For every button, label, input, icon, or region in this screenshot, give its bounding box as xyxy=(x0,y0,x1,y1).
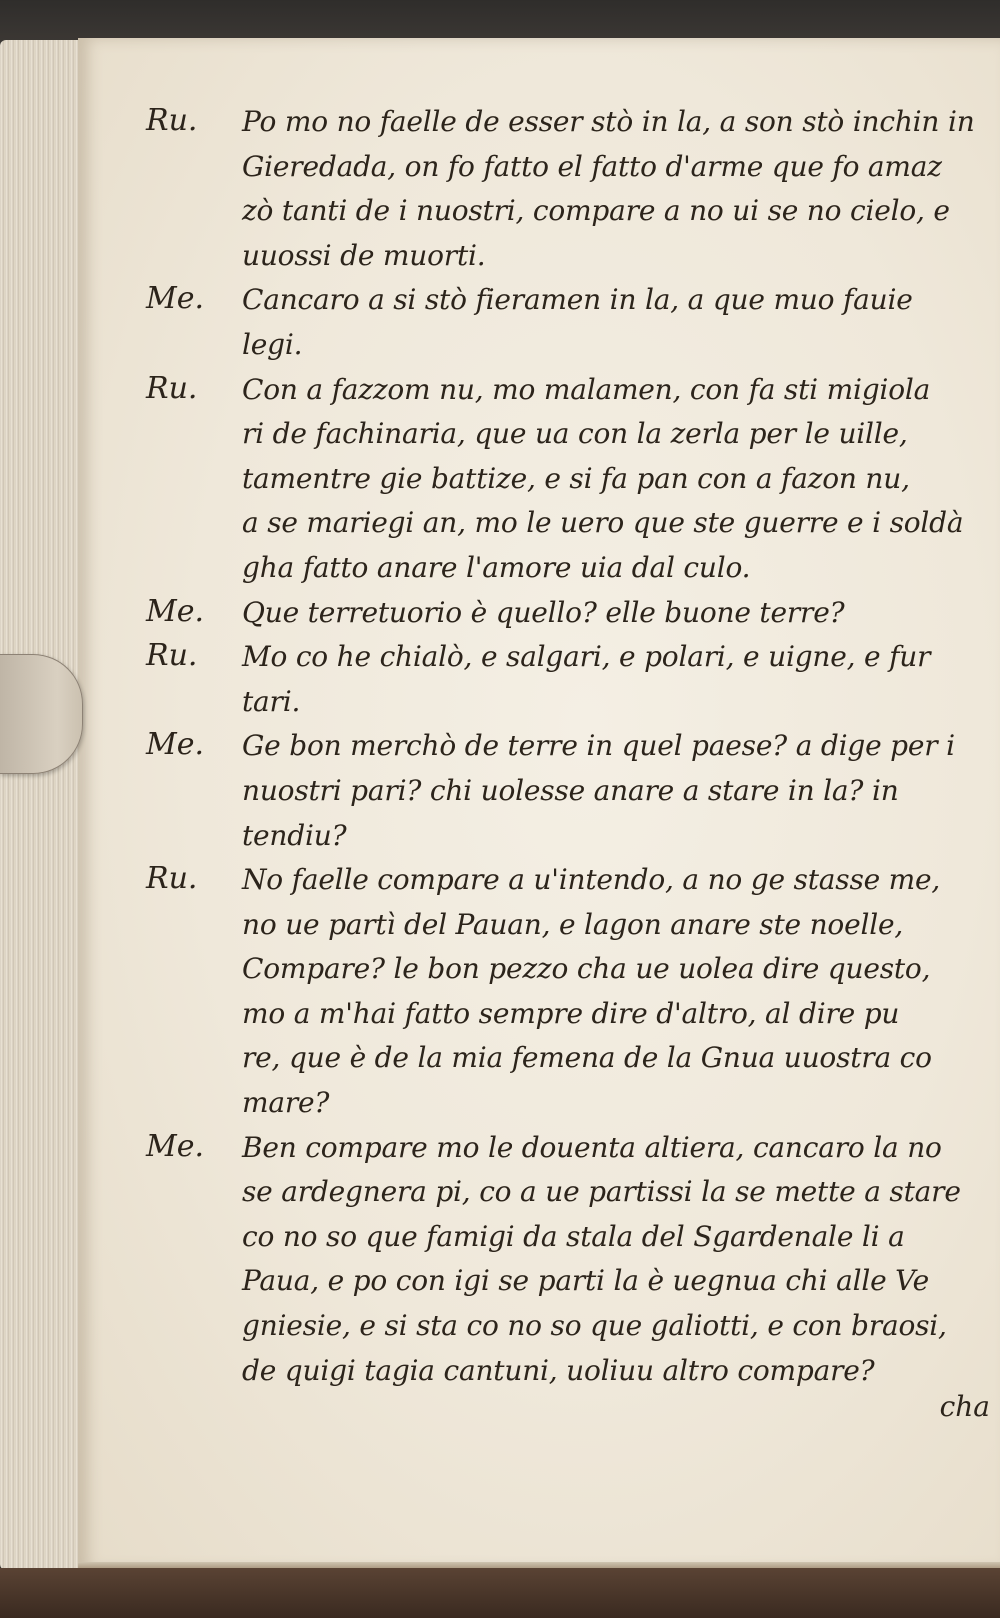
speech-text xyxy=(242,278,996,367)
dialogue-entry xyxy=(146,1126,996,1394)
speech-text xyxy=(242,368,996,591)
speaker-label: Ru. xyxy=(146,861,198,897)
text-line: Ben compare mo le douenta altiera, cancaro la no xyxy=(242,1130,942,1164)
speech-text xyxy=(242,591,996,636)
speaker-label: Ru. xyxy=(146,370,198,406)
speaker-label: Ru. xyxy=(146,638,198,674)
text-line: tendiu? xyxy=(242,818,347,852)
scanner-bottom-border xyxy=(0,1568,1000,1618)
text-line: legi. xyxy=(242,327,303,361)
speaker-label: Ru. xyxy=(146,103,198,138)
text-line: co no so que famigi da stala del Sgardenale li a xyxy=(242,1219,905,1253)
text-line: Gieredada, on fo fatto el fatto d'arme que fo amaz xyxy=(242,149,942,183)
speaker-label: Me. xyxy=(146,1128,205,1164)
dialogue-entry xyxy=(146,635,996,724)
text-line: mare? xyxy=(242,1086,330,1120)
text-line: Cancaro a si stò fieramen in la, a que muo fauie xyxy=(242,283,913,317)
dialogue-entry xyxy=(146,368,996,591)
catchword: cha xyxy=(939,1390,990,1423)
dialogue-entry xyxy=(146,278,996,367)
text-line: a se mariegi an, mo le uero que ste guerre e i soldà xyxy=(242,506,964,540)
text-line: Que terretuorio è quello? elle buone terre? xyxy=(242,595,845,629)
text-line: Con a fazzom nu, mo malamen, con fa sti migiola xyxy=(242,372,931,406)
speaker-label: Me. xyxy=(146,593,205,629)
text-line: de quigi tagia cantuni, uoliuu altro compare? xyxy=(242,1353,875,1387)
text-line: No faelle compare a u'intendo, a no ge stasse me, xyxy=(242,863,941,897)
text-line: Ge bon merchò de terre in quel paese? a dige per i xyxy=(242,729,955,763)
text-line: ri de fachinaria, que ua con la zerla per le uille, xyxy=(242,417,908,451)
text-line: mo a m'hai fatto sempre dire d'altro, al dire pu xyxy=(242,996,900,1030)
speaker-label: Me. xyxy=(146,281,205,317)
dialogue-text-block xyxy=(146,100,996,1440)
dialogue-entry xyxy=(146,100,996,278)
text-line: gha fatto anare l'amore uia dal culo. xyxy=(242,550,751,584)
dialogue-entry xyxy=(146,591,996,636)
text-line: Compare? le bon pezzo cha ue uolea dire questo, xyxy=(242,952,931,986)
page-clip-tab xyxy=(0,654,83,774)
text-line: zò tanti de i nuostri, compare a no ui se no cielo, e xyxy=(242,194,950,228)
text-line: no ue partì del Pauan, e lagon anare ste noelle, xyxy=(242,907,904,941)
text-line: se ardegnera pi, co a ue partissi la se mette a stare xyxy=(242,1175,961,1209)
speech-text xyxy=(242,1126,996,1394)
dialogue-entry xyxy=(146,858,996,1126)
speech-text xyxy=(242,635,996,724)
text-line: nuostri pari? chi uolesse anare a stare in la? in xyxy=(242,773,899,807)
text-line: Mo co he chialò, e salgari, e polari, e uigne, e fur xyxy=(242,640,931,674)
speaker-label: Me. xyxy=(146,727,205,763)
dialogue-entry xyxy=(146,724,996,858)
text-line: tamentre gie battize, e si fa pan con a fazon nu, xyxy=(242,461,910,495)
book-page-edges xyxy=(0,40,82,1570)
speech-text xyxy=(242,724,996,858)
text-line: gniesie, e si sta co no so que galiotti, e con braosi, xyxy=(242,1309,947,1343)
text-line: uuossi de muorti. xyxy=(242,238,486,272)
text-line: Paua, e po con igi se parti la è uegnua chi alle Ve xyxy=(242,1264,929,1298)
text-line: Po mo no faelle de esser stò in la, a son stò inchin in xyxy=(242,105,975,138)
speech-text xyxy=(242,858,996,1126)
text-line: re, que è de la mia femena de la Gnua uuostra co xyxy=(242,1041,932,1075)
speech-text xyxy=(242,100,996,278)
text-line: tari. xyxy=(242,684,301,718)
